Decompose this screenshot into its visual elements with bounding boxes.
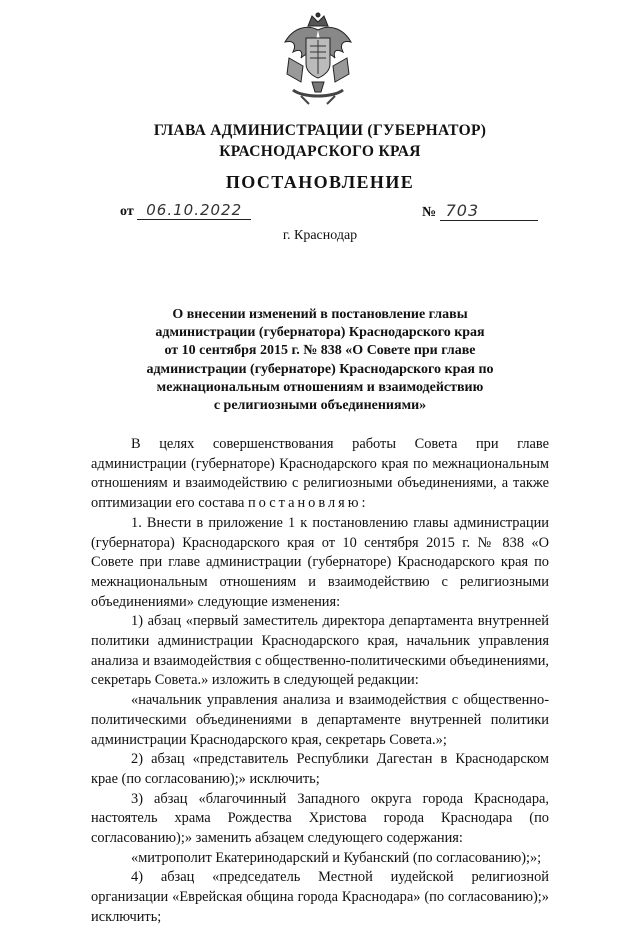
date-field: [120, 201, 251, 220]
authority-title-line-1: ГЛАВА АДМИНИСТРАЦИИ (ГУБЕРНАТОР): [153, 122, 487, 139]
subject-line: с религиозными объединениями»: [213, 398, 427, 414]
subject-line: от 10 сентября 2015 г. № 838 «О Совете при главе: [164, 343, 476, 359]
number-prefix: №: [422, 205, 437, 220]
date-prefix: от: [120, 204, 134, 219]
decree-keyword: постановляю:: [247, 495, 369, 512]
document-subject: [140, 306, 500, 415]
preamble-paragraph: [91, 435, 549, 514]
paragraph-subitem-1: 1) абзац «первый заместитель директора департамента внутренней политики администрации Краснодарского края, начальник управления анализа и взаимодействия с общественно-политическими объединениями, секретарь Совета.» изложить в следующей редакции:: [91, 613, 549, 689]
paragraph-new-wording: «начальник управления анализа и взаимодействия с общественно-политическими объединениями в департаменте внутренней политики администрации Краснодарского края, секретарь Совета.»;: [91, 692, 549, 748]
paragraph-replacement: «митрополит Екатеринодарский и Кубанский (по согласованию);»;: [131, 849, 542, 866]
date-handwritten-value: 06.10.2022: [137, 201, 251, 220]
preamble-text: В целях совершенствования работы Совета при главе администрации (губернаторе) Краснодарского края по межнациональным отношениям и взаимодействию с религиозными объединениями, а также оптимизации его состава: [91, 436, 549, 512]
document-body: [91, 435, 549, 928]
paragraph-item-1: 1. Внести в приложение 1 к постановлению главы администрации (губернатора) Краснодарского края от 10 сентября 2015 г. № 838 «О Совете при главе администрации (губернаторе) Краснодарского края по межнациональным отношениям и взаимодействию с религиозными объединениями» следующие изменения:: [91, 514, 549, 610]
paragraph-subitem-3: 3) абзац «благочинный Западного округа города Краснодара, настоятель храма Рождества Христова города Краснодара (по согласованию);» заменить абзацем следующего содержания:: [91, 790, 549, 847]
number-field: [422, 201, 538, 221]
subject-line: администрации (губернаторе) Краснодарского края по: [146, 361, 494, 377]
document-type-title: ПОСТАНОВЛЕНИЕ: [225, 172, 415, 192]
subject-line: О внесении изменений в постановление главы: [172, 307, 468, 322]
authority-title-line-2: КРАСНОДАРСКОГО КРАЯ: [219, 143, 421, 160]
number-handwritten-value: 703: [440, 201, 538, 221]
coat-of-arms-emblem: [279, 12, 357, 110]
paragraph-subitem-2: 2) абзац «представитель Республики Дагестан в Краснодарском крае (по согласованию);» исключить;: [91, 751, 549, 787]
city-label: г. Краснодар: [282, 228, 358, 243]
subject-line: администрации (губернатора) Краснодарского края: [155, 325, 485, 341]
paragraph-subitem-4: 4) абзац «председатель Местной иудейской религиозной организации «Еврейская община города Краснодара» (по согласованию);» исключить;: [91, 869, 549, 925]
subject-line: межнациональным отношениям и взаимодействию: [156, 379, 484, 395]
